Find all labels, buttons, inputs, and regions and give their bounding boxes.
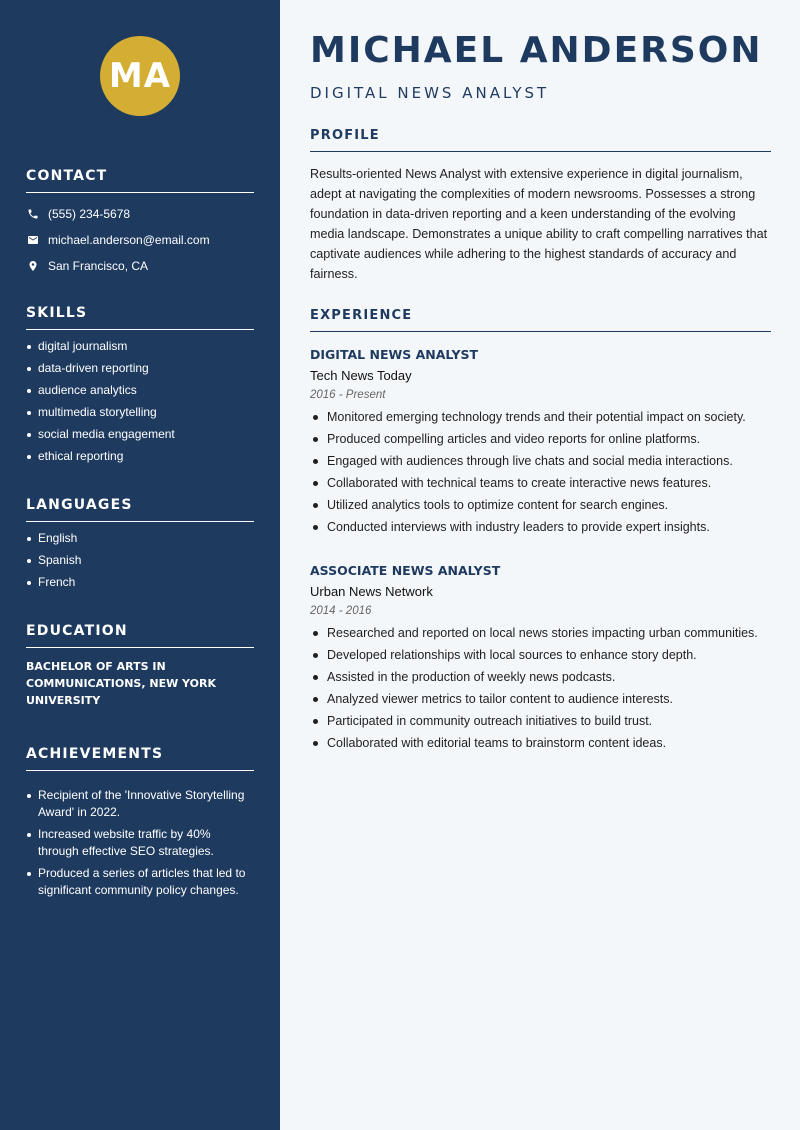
phone-text: (555) 234-5678 — [48, 207, 131, 221]
skill-item: audience analytics — [26, 382, 254, 399]
job-bullet: Collaborated with technical teams to create interactive news features. — [310, 475, 771, 491]
contact-location — [26, 257, 254, 275]
job-bullet: Monitored emerging technology trends and their potential impact on society. — [310, 409, 771, 425]
achievements-heading: ACHIEVEMENTS — [26, 746, 254, 771]
skill-item: ethical reporting — [26, 448, 254, 465]
job-title: ASSOCIATE NEWS ANALYST — [310, 563, 501, 578]
job-bullets — [310, 625, 771, 751]
job-company: Urban News Network — [310, 584, 433, 599]
skill-item: data-driven reporting — [26, 360, 254, 377]
language-item: Spanish — [26, 552, 254, 569]
job-bullet: Collaborated with editorial teams to brainstorm content ideas. — [310, 735, 771, 751]
job-dates: 2014 - 2016 — [310, 605, 372, 617]
achievement-item: Increased website traffic by 40% through effective SEO strategies. — [26, 826, 254, 860]
job-bullets — [310, 409, 771, 535]
contact-heading: CONTACT — [26, 168, 254, 193]
achievement-item: Recipient of the 'Innovative Storytelling Award' in 2022. — [26, 787, 254, 821]
job-company: Tech News Today — [310, 368, 412, 383]
skill-item: multimedia storytelling — [26, 404, 254, 421]
languages-heading: LANGUAGES — [26, 497, 254, 522]
job-bullet: Produced compelling articles and video reports for online platforms. — [310, 431, 771, 447]
skills-heading: SKILLS — [26, 305, 254, 330]
contact-section — [26, 168, 254, 275]
job-bullet: Participated in community outreach initiatives to build trust. — [310, 713, 771, 729]
language-item: French — [26, 574, 254, 591]
candidate-title: DIGITAL NEWS ANALYST — [310, 84, 550, 102]
candidate-name: MICHAEL ANDERSON — [310, 30, 763, 71]
job-bullet: Conducted interviews with industry leaders to provide expert insights. — [310, 519, 771, 535]
job-bullet: Developed relationships with local sources to enhance story depth. — [310, 647, 771, 663]
contact-email[interactable] — [26, 231, 254, 249]
achievement-item: Produced a series of articles that led to significant community policy changes. — [26, 865, 254, 899]
skills-section — [26, 305, 254, 470]
avatar: MA — [100, 36, 180, 116]
job-entry — [310, 347, 771, 541]
achievements-list — [26, 787, 254, 899]
achievements-section — [26, 746, 254, 904]
skills-list — [26, 338, 254, 465]
job-bullet: Researched and reported on local news stories impacting urban communities. — [310, 625, 771, 641]
phone-icon — [26, 207, 40, 221]
mail-icon — [26, 233, 40, 247]
languages-list — [26, 530, 254, 591]
profile-heading: PROFILE — [310, 128, 771, 152]
email-text: michael.anderson@email.com — [48, 233, 210, 247]
job-bullet: Analyzed viewer metrics to tailor content to audience interests. — [310, 691, 771, 707]
sidebar — [0, 0, 280, 1130]
skill-item: social media engagement — [26, 426, 254, 443]
education-section — [26, 623, 254, 709]
education-degree: BACHELOR OF ARTS IN COMMUNICATIONS, NEW YORK UNIVERSITY — [26, 660, 216, 707]
profile-text: Results-oriented News Analyst with extensive experience in digital journalism, adept at navigating the complexities of modern newsrooms. Possesses a strong foundation in data-driven reporting and a keen understanding of the evolving media landscape. Demonstrates a unique ability to craft compelling narratives that captivate audiences while adhering to the highest standards of accuracy and fairness. — [310, 167, 768, 281]
job-bullet: Utilized analytics tools to optimize content for search engines. — [310, 497, 771, 513]
education-heading: EDUCATION — [26, 623, 254, 648]
experience-heading: EXPERIENCE — [310, 308, 771, 332]
languages-section — [26, 497, 254, 596]
job-entry — [310, 563, 771, 757]
skill-item: digital journalism — [26, 338, 254, 355]
location-text: San Francisco, CA — [48, 259, 149, 273]
contact-phone[interactable] — [26, 205, 254, 223]
job-bullet: Engaged with audiences through live chats and social media interactions. — [310, 453, 771, 469]
job-title: DIGITAL NEWS ANALYST — [310, 347, 479, 362]
job-bullet: Assisted in the production of weekly news podcasts. — [310, 669, 771, 685]
language-item: English — [26, 530, 254, 547]
job-dates: 2016 - Present — [310, 389, 386, 401]
location-pin-icon — [26, 259, 40, 273]
